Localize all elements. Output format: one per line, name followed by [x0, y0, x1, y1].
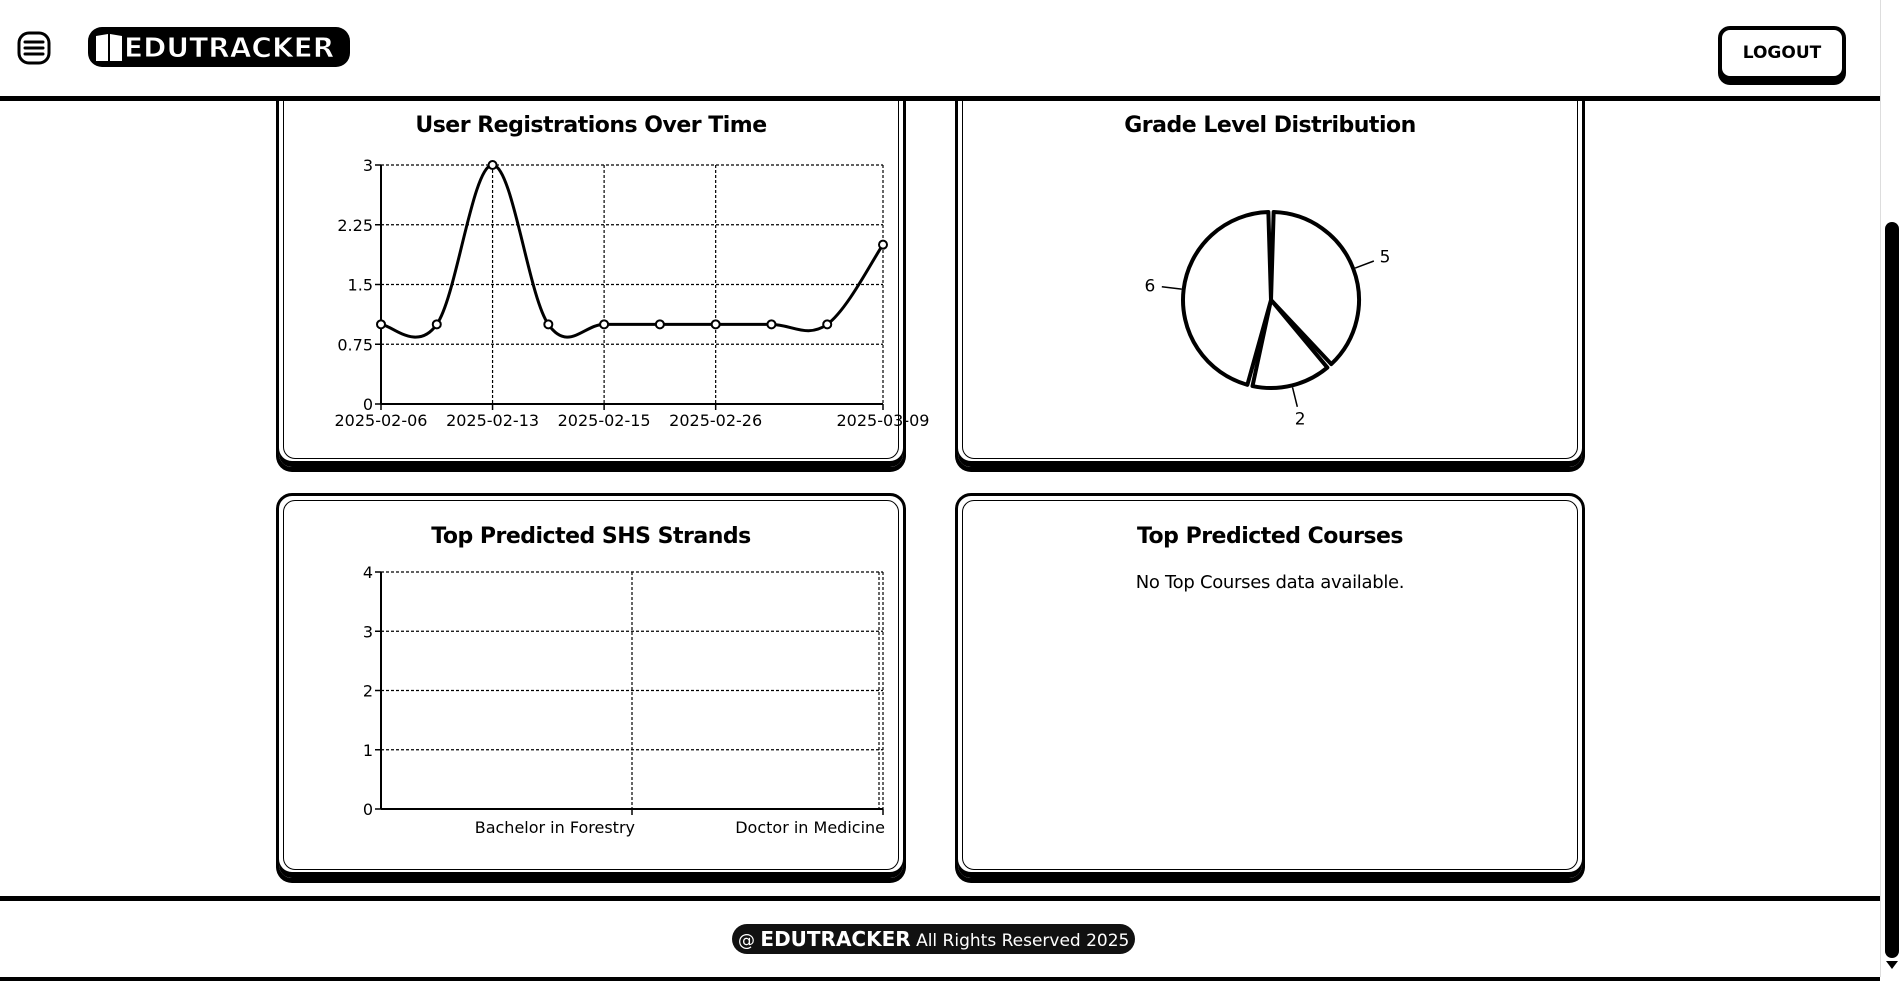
strands-bar-chart — [279, 496, 903, 876]
courses-card — [955, 493, 1585, 881]
footer-at: @ — [738, 931, 755, 951]
strands-card — [276, 493, 906, 881]
y-tick-label: 0 — [362, 395, 373, 414]
x-tick-label: 2025-02-15 — [557, 411, 651, 430]
y-tick-label: 1 — [362, 740, 373, 760]
pie-slice-label: 6 — [1144, 276, 1156, 297]
x-tick-label: 2025-03-09 — [836, 411, 930, 430]
pie-slice-label: 2 — [1294, 409, 1306, 430]
grade-pie-chart — [958, 63, 1582, 463]
strands-chart-title: Top Predicted SHS Strands — [431, 524, 751, 549]
logo-brand-text: EDUTRACKER — [124, 31, 335, 64]
pie-slice-label: 5 — [1379, 247, 1391, 268]
grade-distribution-card — [955, 60, 1585, 470]
x-tick-label: 2025-02-13 — [446, 411, 540, 430]
scrollbar-thumb[interactable] — [1885, 222, 1899, 958]
data-point — [600, 320, 608, 328]
registrations-series-line — [381, 165, 883, 337]
pie-label-leader — [1293, 387, 1298, 406]
vertical-scrollbar[interactable] — [1880, 0, 1903, 977]
y-tick-label: 3 — [362, 156, 373, 175]
footer-brand: EDUTRACKER — [760, 927, 911, 951]
registrations-card — [276, 60, 930, 470]
courses-empty-message: No Top Courses data available. — [1135, 572, 1405, 593]
courses-title: Top Predicted Courses — [1136, 524, 1404, 549]
footer-rights: All Rights Reserved 2025 — [916, 931, 1130, 951]
pie-label-leader — [1355, 261, 1374, 268]
x-tick-label: 2025-02-06 — [334, 411, 428, 430]
pie-label-leader — [1162, 287, 1182, 289]
y-tick-label: 2.25 — [337, 215, 373, 235]
hamburger-menu-icon[interactable] — [16, 30, 52, 70]
page-footer — [0, 896, 1880, 981]
data-point — [377, 320, 385, 328]
y-tick-label: 3 — [362, 622, 373, 642]
scroll-down-arrow-icon[interactable] — [1885, 960, 1899, 970]
footer-copyright — [732, 924, 1135, 954]
data-point — [767, 320, 775, 328]
y-tick-label: 2 — [362, 681, 373, 701]
data-point — [544, 320, 552, 328]
data-point — [879, 241, 887, 249]
x-tick-label: Bachelor in Forestry — [474, 818, 635, 837]
edutracker-logo[interactable] — [88, 27, 350, 67]
registrations-chart-title: User Registrations Over Time — [415, 113, 767, 138]
logout-button[interactable]: LOGOUT — [1718, 26, 1846, 80]
data-point — [712, 320, 720, 328]
data-point — [656, 320, 664, 328]
grade-chart-title: Grade Level Distribution — [1124, 113, 1416, 138]
y-tick-label: 0 — [362, 800, 373, 819]
data-point — [433, 320, 441, 328]
data-point — [823, 320, 831, 328]
y-tick-label: 4 — [362, 563, 373, 582]
x-tick-label: 2025-02-26 — [669, 411, 763, 430]
top-header — [0, 0, 1880, 101]
x-tick-label: Doctor in Medicine — [735, 818, 885, 837]
y-tick-label: 1.5 — [347, 275, 373, 295]
y-tick-label: 0.75 — [337, 335, 373, 355]
registrations-line-chart — [279, 63, 930, 463]
data-point — [489, 161, 497, 169]
